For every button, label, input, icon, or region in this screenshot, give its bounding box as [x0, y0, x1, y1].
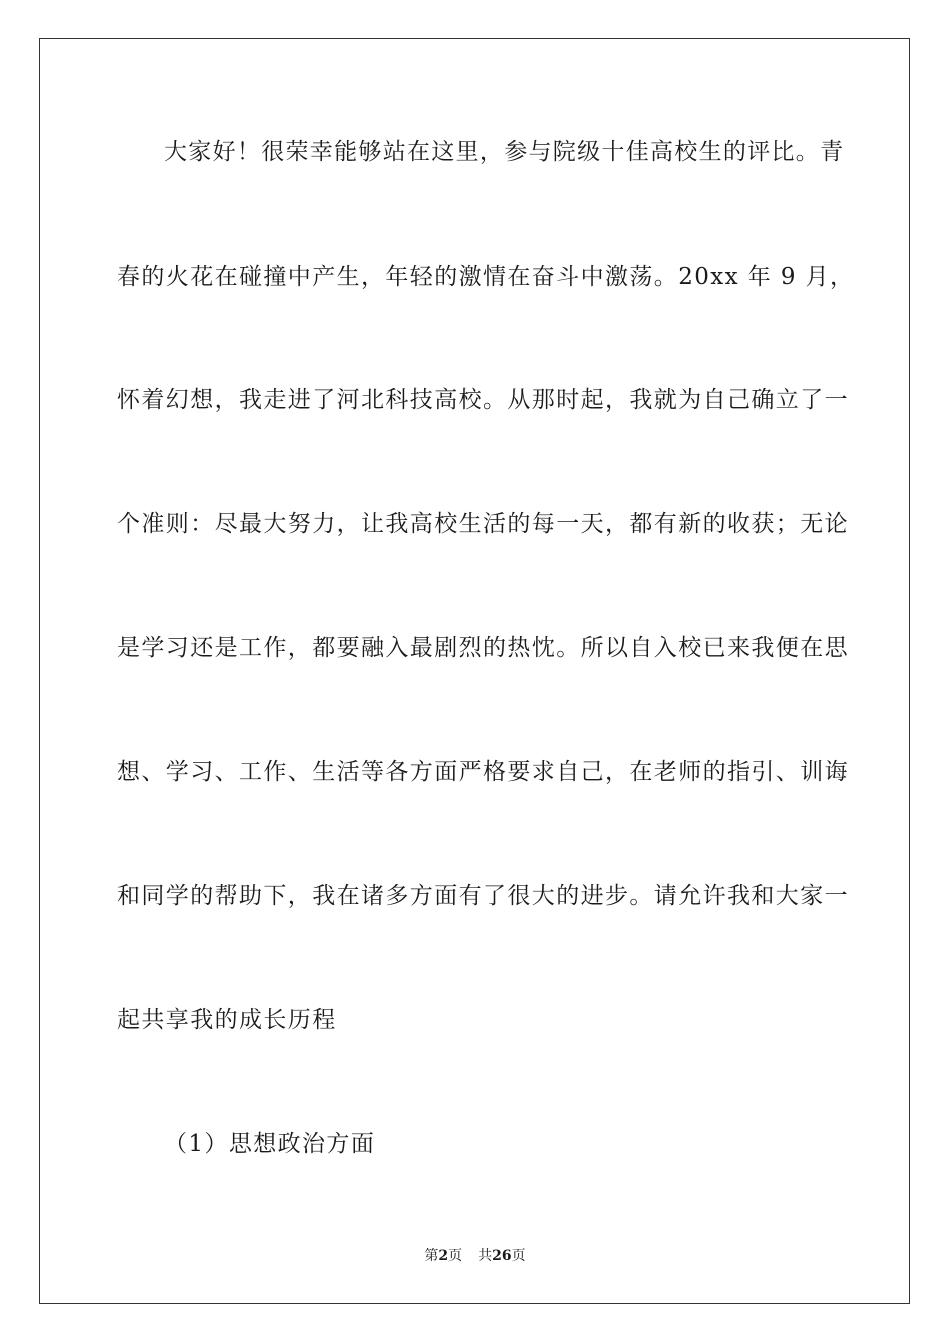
paragraph-line-5: 是学习还是工作，都要融入最剧烈的热忱。所以自入校已来我便在思: [117, 635, 849, 661]
total-suffix: 页: [511, 1248, 526, 1264]
section-heading: （1）思想政治方面: [164, 1131, 376, 1157]
paragraph-line-3: 怀着幻想，我走进了河北科技高校。从那时起，我就为自己确立了一: [117, 387, 849, 413]
current-page-number: 2: [438, 1248, 449, 1264]
page-border: [39, 38, 910, 1304]
paragraph-line-8: 起共享我的成长历程: [117, 1007, 337, 1033]
paragraph-line-2: 春的火花在碰撞中产生，年轻的激情在奋斗中激荡。20xx 年 9 月，: [117, 264, 855, 290]
total-prefix: 共: [478, 1248, 493, 1264]
page-suffix: 页: [448, 1248, 463, 1264]
page-prefix: 第: [424, 1248, 439, 1264]
total-page-count: 26: [492, 1248, 512, 1264]
paragraph-line-7: 和同学的帮助下，我在诸多方面有了很大的进步。请允许我和大家一: [117, 883, 849, 909]
page-footer: [0, 1247, 950, 1265]
paragraph-line-1: 大家好！很荣幸能够站在这里，参与院级十佳高校生的评比。青: [164, 139, 845, 165]
paragraph-line-6: 想、学习、工作、生活等各方面严格要求自己，在老师的指引、训诲: [117, 759, 849, 785]
paragraph-line-4: 个准则：尽最大努力，让我高校生活的每一天，都有新的收获；无论: [117, 511, 849, 537]
